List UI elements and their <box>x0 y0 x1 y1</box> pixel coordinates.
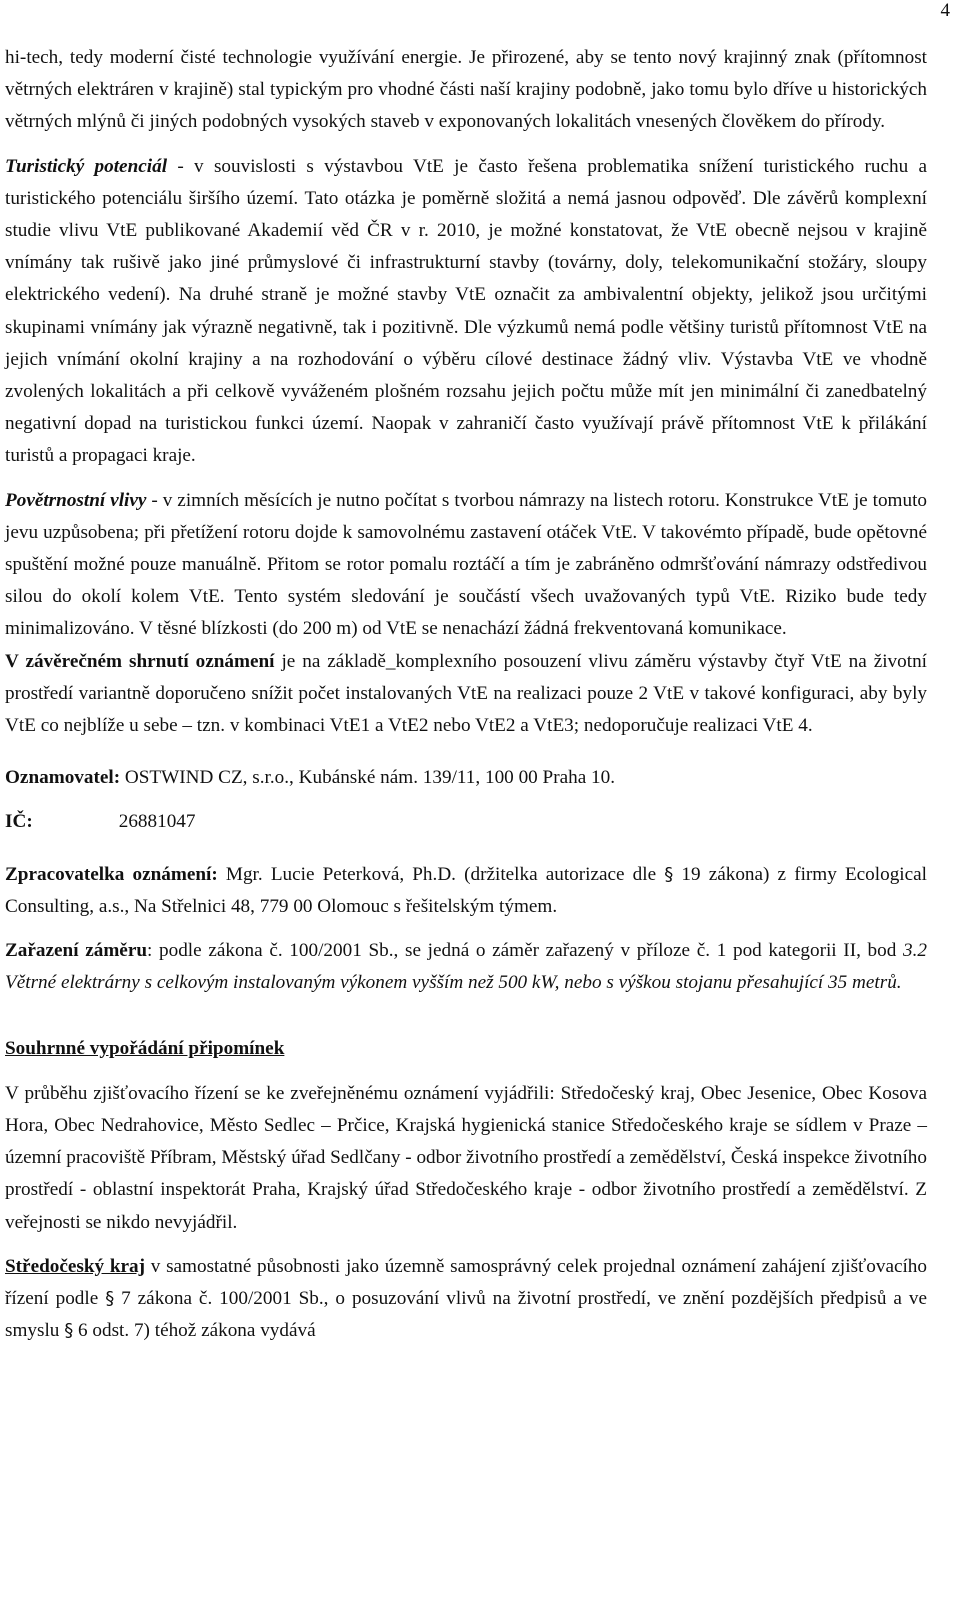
ic-label: IČ: <box>5 811 33 833</box>
conclusion-body-text: je na základě_komplexního posouzení vlivu záměru výstavby čtyř VtE na životní prostředí variantně doporučeno snížit počet instalovaných VtE na realizaci pouze 2 VtE v takové konfiguraci, aby byly VtE co nejblíže u sebe – tzn. v kombinaci VtE1 a VtE2 nebo VtE2 a VtE3; nedoporučuje realizaci VtE 4. <box>5 650 927 737</box>
ic-line <box>5 806 927 838</box>
region-text-1: v samostatné působnosti jako územně samosprávný celek projednal oznámení zahájení zjišťovacího řízení podle <box>5 1255 927 1309</box>
classification-paragraph <box>5 935 927 999</box>
page-number: 4 <box>940 0 950 21</box>
section-sign: § <box>105 1287 115 1309</box>
notifier-value: OSTWIND CZ, s.r.o., Kubánské nám. 139/11, 100 00 Praha 10. <box>120 767 616 789</box>
region-text-2: 7 zákona č. 100/2001 Sb., o posuzování vlivů na životní prostředí, ve znění pozdějších předpisů a ve smyslu <box>5 1287 927 1342</box>
notifier-label: Oznamovatel: <box>5 767 121 789</box>
paragraph-tourism <box>5 151 927 473</box>
summary-heading <box>5 1033 927 1065</box>
region-text-3: 6 odst. 7) téhož zákona vydává <box>73 1320 316 1342</box>
processor-label: Zpracovatelka oznámení: <box>5 863 218 885</box>
heading-weather-effects: Povětrnostní vlivy <box>5 489 147 511</box>
classification-italic: 3.2 Větrné elektrárny s celkovým instalovaným výkonem vyšším než 500 kW, nebo s výškou stojanu přesahující 35 metrů. <box>5 940 927 994</box>
summary-paragraph: V průběhu zjišťovacího řízení se ke zveřejněnému oznámení vyjádřili: Středočeský kraj, Obec Jesenice, Obec Kosova Hora, Obec Nedrahovice, Město Sedlec – Prčice, Krajská hygienická stanice Středočeského kraje se sídlem v Praze – územní pracoviště Příbram, Městský úřad Sedlčany - odbor životního prostředí a zemědělství, Česká inspekce životního prostředí - oblastní inspektorát Praha, Krajský úřad Středočeského kraje - odbor životního prostředí a zemědělství. Z veřejnosti se nikdo nevyjádřil. <box>5 1082 927 1233</box>
weather-body-text: - v zimních měsících je nutno počítat s tvorbou námrazy na listech rotoru. Konstrukce VtE je tomuto jevu uzpůsobena; při přetížení rotoru dojde k samovolnému zastavení otáček VtE. V takovémto případě, bude opětovné spuštění možné pouze manuálně. Přitom se rotor pomalu roztáčí a tím je zabráněno odmršťování námrazy odstředivou silou do okolí kolem VtE. Tento systém sledování je součástí všech uvažovaných typů VtE. Riziko bude tedy minimalizováno. V těsné blízkosti (do 200 m) od VtE se nenachází žádná frekventovaná komunikace. <box>5 489 928 640</box>
summary-heading-text: Souhrnné vypořádání připomínek <box>5 1038 285 1060</box>
processor-paragraph <box>5 859 927 923</box>
paragraph-wind-turbines-landscape: hi-tech, tedy moderní čisté technologie využívání energie. Je přirozené, aby se tento nový krajinný znak (přítomnost větrných elektráren v krajině) stal typickým pro vhodné části naší krajiny podobně, jako tomu bylo dříve u historických větrných mlýnů či jiných podobných vysokých staveb v exponovaných lokalitách vnesených člověkem do přírody. <box>5 47 927 133</box>
paragraph-conclusion <box>5 646 927 743</box>
notifier-line <box>5 762 927 794</box>
section-sign: § <box>64 1320 74 1342</box>
classification-body: : podle zákona č. 100/2001 Sb., se jedná o záměr zařazený v příloze č. 1 pod kategorii II, bod <box>147 940 904 962</box>
region-label: Středočeský kraj <box>5 1255 146 1277</box>
heading-conclusion: V závěrečném shrnutí oznámení <box>5 650 275 672</box>
ic-value: 26881047 <box>118 811 196 833</box>
tourism-body-text: - v souvislosti s výstavbou VtE je často řešena problematika snížení turistického ruchu a turistického potenciálu širšího území. Tato otázka je poměrně složitá a nemá jasnou odpověď. Dle závěrů komplexní studie vlivu VtE publikované Akademií věd ČR v r. 2010, je možné konstatovat, že VtE obecně nejsou v krajině vnímány tak rušivě jako jiné průmyslové či infrastrukturní stavby (továrny, doly, telekomunikační stožáry, sloupy elektrického vedení). Na druhé straně je možné stavby VtE označit za ambivalentní objekty, jelikož jsou určitými skupinami vnímány jak výrazně negativně, tak i pozitivně. Dle výzkumů nemá podle většiny turistů přítomnost VtE na jejich vnímání okolní krajiny a na rozhodování o výběru cílové destinace žádný vliv. Výstavba VtE ve vhodně zvolených lokalitách a při celkově vyváženém plošném rozsahu jejich počtu může mít jen minimální či zanedbatelný negativní dopad na turistickou funkci území. Naopak v zahraničí často využívají právě přítomnost VtE k přilákání turistů a propagaci kraje. <box>5 155 927 467</box>
region-paragraph <box>5 1251 927 1348</box>
document-body <box>5 42 927 1347</box>
classification-label: Zařazení záměru <box>5 940 148 962</box>
section-sign: § <box>664 863 674 885</box>
paragraph-weather <box>5 485 927 646</box>
heading-tourism-potential: Turistický potenciál <box>5 155 168 177</box>
processor-text-2: 19 zákona) z firmy Ecological Consulting, a.s., Na Střelnici 48, 779 00 Olomouc s řešitelským týmem. <box>5 863 927 917</box>
processor-text-1: Mgr. Lucie Peterková, Ph.D. (držitelka autorizace dle <box>217 863 665 885</box>
